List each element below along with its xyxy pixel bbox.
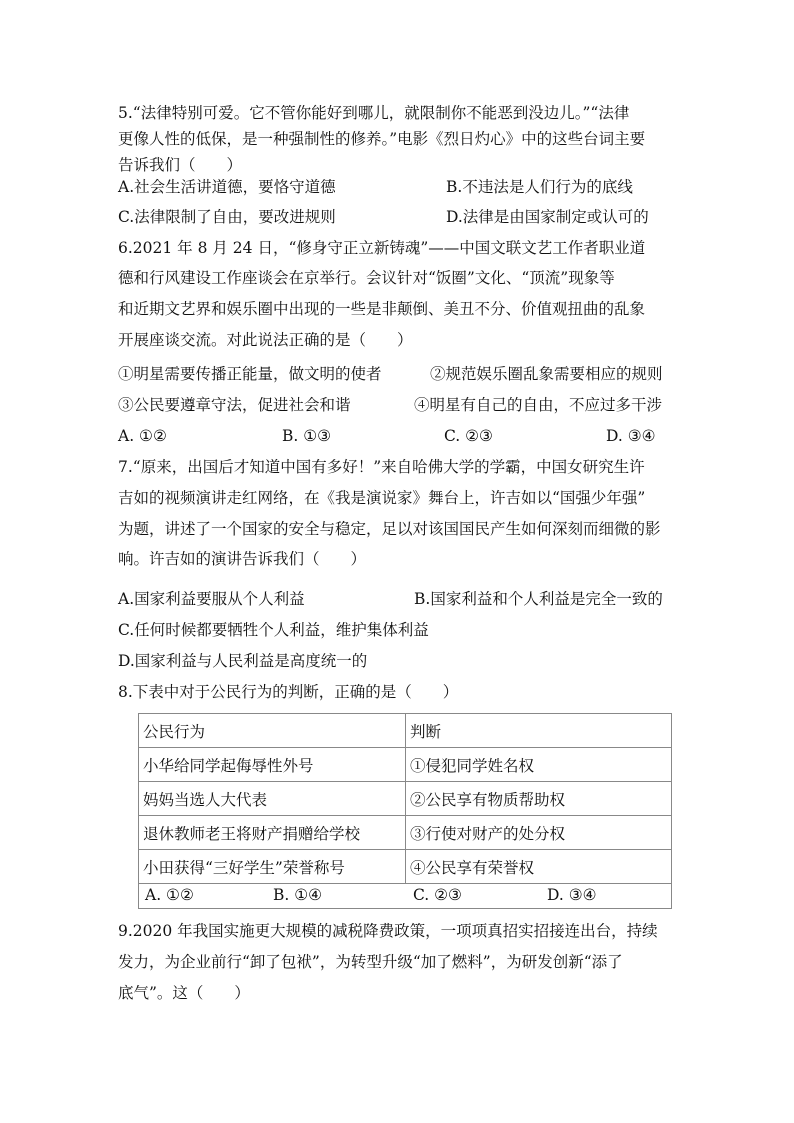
table-options-row bbox=[139, 884, 672, 909]
q7-option-c: C.任何时候都要牺牲个人利益，维护集体利益 bbox=[118, 621, 429, 639]
table-row bbox=[139, 748, 672, 782]
q6-stem-line-2: 德和行风建设工作座谈会在京举行。会议针对“饭圈”文化、“顶流”现象等 bbox=[118, 269, 615, 287]
table-cell: ④公民享有荣誉权 bbox=[406, 850, 672, 884]
table-cell: ③行使对财产的处分权 bbox=[406, 816, 672, 850]
q6-stem-line-4: 开展座谈交流。对此说法正确的是（ ） bbox=[118, 331, 413, 349]
q6-option-a: A. ①② bbox=[118, 427, 167, 445]
q9-stem-line-3: 底气”。这（ ） bbox=[118, 984, 250, 1002]
q6-option-d: D. ③④ bbox=[606, 427, 656, 445]
q8-judgment-table bbox=[138, 713, 672, 909]
table-row bbox=[139, 850, 672, 884]
q5-option-d: D.法律是由国家制定或认可的 bbox=[446, 208, 649, 226]
table-cell: ①侵犯同学姓名权 bbox=[406, 748, 672, 782]
q9-stem-line-2: 发力，为企业前行“卸了包袱”，为转型升级“加了燃料”，为研发创新“添了 bbox=[118, 953, 623, 971]
table-cell: 小华给同学起侮辱性外号 bbox=[139, 748, 406, 782]
table-header-row bbox=[139, 714, 672, 748]
table-row bbox=[139, 782, 672, 816]
q8-option-d: D. ③④ bbox=[547, 886, 597, 904]
q9-stem-line-1: 9.2020 年我国实施更大规模的减税降费政策，一项项真招实招接连出台，持续 bbox=[118, 922, 658, 940]
q8-option-b: B. ①④ bbox=[273, 886, 323, 904]
table-row bbox=[139, 816, 672, 850]
table-cell: 妈妈当选人大代表 bbox=[139, 782, 406, 816]
q7-option-b: B.国家利益和个人利益是完全一致的 bbox=[414, 590, 663, 608]
q6-stem-line-3: 和近期文艺界和娱乐圈中出现的一些是非颠倒、美丑不分、价值观扭曲的乱象 bbox=[118, 300, 646, 318]
q7-stem-line-1: 7.“原来，出国后才知道中国有多好！”来自哈佛大学的学霸，中国女研究生许 bbox=[118, 458, 645, 476]
table-cell: 小田获得“三好学生”荣誉称号 bbox=[139, 850, 406, 884]
q8-option-a: A. ①② bbox=[145, 886, 194, 904]
q7-stem-line-2: 吉如的视频演讲走红网络，在《我是演说家》舞台上，许吉如以“国强少年强” bbox=[118, 489, 646, 507]
q6-statement-3: ③公民要遵章守法，促进社会和谐 bbox=[118, 396, 351, 414]
q6-option-b: B. ①③ bbox=[282, 427, 332, 445]
table-cell: 退休教师老王将财产捐赠给学校 bbox=[139, 816, 406, 850]
q7-option-d: D.国家利益与人民利益是高度统一的 bbox=[118, 652, 368, 670]
table-cell: ②公民享有物质帮助权 bbox=[406, 782, 672, 816]
q6-option-c: C. ②③ bbox=[444, 427, 493, 445]
q5-stem-line-3: 告诉我们（ ） bbox=[118, 156, 243, 174]
q7-stem-line-3: 为题，讲述了一个国家的安全与稳定，足以对该国国民产生如何深刻而细微的影 bbox=[118, 520, 661, 538]
q7-option-a: A.国家利益要服从个人利益 bbox=[118, 590, 305, 608]
q6-statement-2: ②规范娱乐圈乱象需要相应的规则 bbox=[430, 365, 663, 383]
table-header-cell: 公民行为 bbox=[139, 714, 406, 748]
q5-option-b: B.不违法是人们行为的底线 bbox=[446, 178, 633, 196]
q7-stem-line-4: 响。许吉如的演讲告诉我们（ ） bbox=[118, 550, 367, 568]
table-header-cell: 判断 bbox=[406, 714, 672, 748]
table-options-cell bbox=[139, 884, 672, 909]
q8-option-c: C. ②③ bbox=[413, 886, 462, 904]
q5-stem-line-1: 5.“法律特别可爱。它不管你能好到哪儿，就限制你不能恶到没边儿。”“法律 bbox=[118, 104, 630, 122]
q8-stem: 8.下表中对于公民行为的判断，正确的是（ ） bbox=[118, 683, 459, 701]
q5-option-a: A.社会生活讲道德，要恪守道德 bbox=[118, 178, 336, 196]
q5-stem-line-2: 更像人性的低保，是一种强制性的修养。”电影《烈日灼心》中的这些台词主要 bbox=[118, 130, 646, 148]
q6-stem-line-1: 6.2021 年 8 月 24 日，“修身守正立新铸魂”——中国文联文艺工作者职业道 bbox=[118, 239, 646, 257]
q6-statement-1: ①明星需要传播正能量，做文明的使者 bbox=[118, 365, 382, 383]
q5-option-c: C.法律限制了自由，要改进规则 bbox=[118, 208, 336, 226]
q6-statement-4: ④明星有自己的自由，不应过多干涉 bbox=[414, 396, 663, 414]
